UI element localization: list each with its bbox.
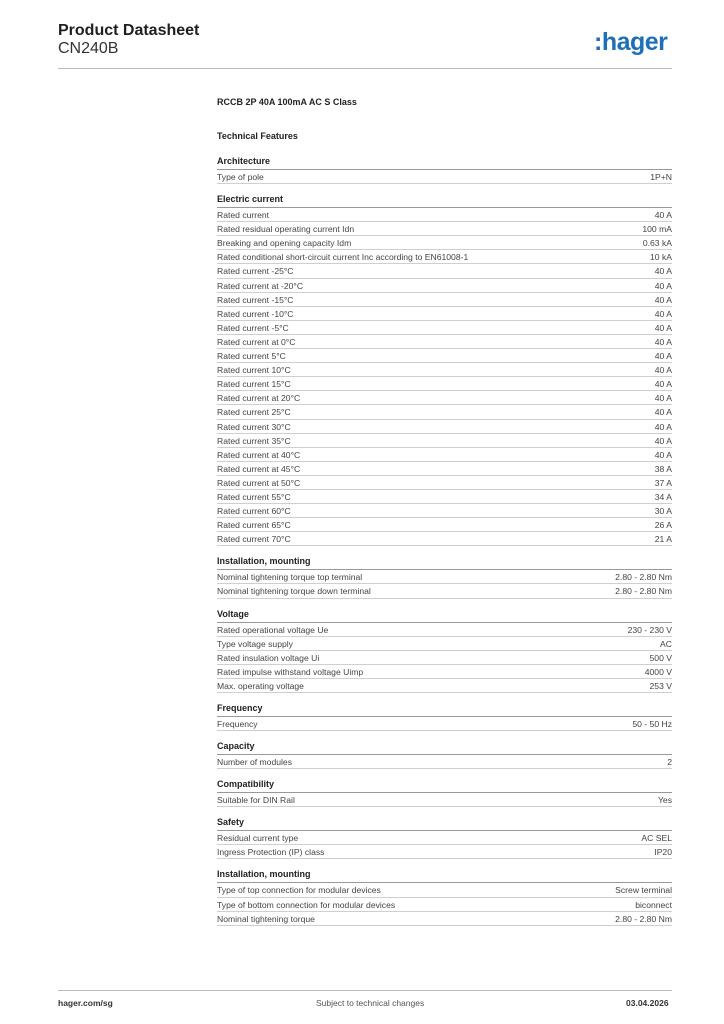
spec-label: Number of modules <box>217 757 292 768</box>
spec-label: Type of pole <box>217 172 264 182</box>
spec-label: Rated current at 40°C <box>217 449 301 460</box>
spec-value: 40 A <box>654 322 672 333</box>
spec-label: Rated conditional short-circuit current Inc according to EN61008-1 <box>217 252 469 263</box>
spec-row <box>217 434 672 448</box>
spec-value: 40 A <box>654 393 672 404</box>
spec-section <box>217 609 672 693</box>
spec-label: Rated insulation voltage Ui <box>217 652 320 663</box>
spec-row <box>217 222 672 236</box>
spec-section <box>217 556 672 598</box>
spec-row <box>217 679 672 693</box>
spec-row <box>217 293 672 307</box>
spec-section <box>217 779 672 807</box>
spec-label: Type of top connection for modular devices <box>217 885 381 896</box>
spec-label: Rated current -25°C <box>217 266 294 277</box>
section-title: Voltage <box>217 609 672 623</box>
spec-label: Rated current 70°C <box>217 534 291 545</box>
spec-value: 40 A <box>654 407 672 418</box>
spec-row <box>217 462 672 476</box>
spec-section <box>217 869 672 925</box>
spec-value: 1P+N <box>650 172 672 182</box>
spec-label: Rated current -15°C <box>217 294 294 305</box>
spec-label: Frequency <box>217 719 258 729</box>
section-title: Architecture <box>217 156 672 170</box>
spec-label: Rated current 35°C <box>217 435 291 446</box>
spec-value: 40 A <box>654 280 672 291</box>
spec-row <box>217 307 672 321</box>
spec-value: 40 A <box>654 351 672 362</box>
spec-label: Rated current 30°C <box>217 421 291 432</box>
spec-row <box>217 208 672 222</box>
spec-value: 40 A <box>654 308 672 319</box>
spec-value: 38 A <box>654 463 672 474</box>
spec-row <box>217 170 672 184</box>
spec-row <box>217 504 672 518</box>
document-title: Product Datasheet <box>58 22 200 39</box>
spec-label: Nominal tightening torque <box>217 913 315 924</box>
spec-value: 100 mA <box>642 224 672 235</box>
spec-value: 230 - 230 V <box>627 624 672 635</box>
spec-row <box>217 321 672 335</box>
spec-value: 21 A <box>654 534 672 545</box>
section-title: Capacity <box>217 741 672 755</box>
spec-value: 2.80 - 2.80 Nm <box>615 572 672 583</box>
spec-row <box>217 623 672 637</box>
spec-row <box>217 335 672 349</box>
spec-row <box>217 264 672 278</box>
spec-row <box>217 279 672 293</box>
spec-value: Screw terminal <box>615 885 672 896</box>
section-title: Safety <box>217 817 672 831</box>
section-title: Installation, mounting <box>217 869 672 883</box>
spec-label: Type of bottom connection for modular devices <box>217 899 396 910</box>
spec-value: 34 A <box>654 491 672 502</box>
spec-value: biconnect <box>635 899 672 910</box>
spec-value: 40 A <box>654 336 672 347</box>
spec-row <box>217 250 672 264</box>
section-title: Electric current <box>217 194 672 208</box>
header-divider <box>58 68 672 69</box>
spec-row <box>217 532 672 546</box>
spec-value: 30 A <box>654 506 672 517</box>
spec-value: 50 - 50 Hz <box>632 719 672 729</box>
spec-row <box>217 651 672 665</box>
spec-value: AC SEL <box>641 833 672 844</box>
footer-notice: Subject to technical changes <box>316 998 425 1008</box>
spec-row <box>217 898 672 912</box>
spec-label: Rated residual operating current Idn <box>217 224 355 235</box>
spec-row <box>217 448 672 462</box>
spec-label: Rated impulse withstand voltage Uimp <box>217 666 364 677</box>
footer-website-link[interactable]: hager.com/sg <box>58 998 113 1008</box>
features-title: Technical Features <box>217 131 298 141</box>
spec-value: 2.80 - 2.80 Nm <box>615 913 672 924</box>
spec-row <box>217 755 672 769</box>
spec-row <box>217 405 672 419</box>
spec-value: 37 A <box>654 477 672 488</box>
spec-label: Rated current -5°C <box>217 322 289 333</box>
spec-value: 500 V <box>649 652 672 663</box>
spec-row <box>217 637 672 651</box>
spec-value: 40 A <box>654 379 672 390</box>
spec-value: AC <box>660 638 672 649</box>
spec-value: 2.80 - 2.80 Nm <box>615 586 672 597</box>
spec-label: Rated current at -20°C <box>217 280 304 291</box>
spec-value: IP20 <box>654 847 672 858</box>
spec-label: Nominal tightening torque top terminal <box>217 572 363 583</box>
spec-value: 0.63 kA <box>642 238 672 249</box>
feature-sections <box>217 156 672 926</box>
spec-label: Max. operating voltage <box>217 680 304 691</box>
spec-label: Rated current 5°C <box>217 351 286 362</box>
spec-row <box>217 883 672 897</box>
spec-row <box>217 476 672 490</box>
spec-row <box>217 518 672 532</box>
section-title: Installation, mounting <box>217 556 672 570</box>
spec-label: Rated current -10°C <box>217 308 294 319</box>
spec-section <box>217 703 672 731</box>
spec-label: Rated current <box>217 210 270 221</box>
section-title: Compatibility <box>217 779 672 793</box>
footer-date: 03.04.2026 <box>626 998 669 1008</box>
spec-label: Rated current 55°C <box>217 491 291 502</box>
spec-label: Ingress Protection (IP) class <box>217 847 325 858</box>
spec-label: Suitable for DIN Rail <box>217 795 295 806</box>
spec-label: Rated current 60°C <box>217 506 291 517</box>
spec-row <box>217 793 672 807</box>
spec-value: 40 A <box>654 421 672 432</box>
spec-row <box>217 236 672 250</box>
spec-section <box>217 741 672 769</box>
spec-value: 2 <box>667 757 672 768</box>
spec-row <box>217 912 672 926</box>
spec-row <box>217 420 672 434</box>
spec-section <box>217 194 672 546</box>
spec-row <box>217 363 672 377</box>
datasheet-content <box>217 96 672 936</box>
spec-label: Breaking and opening capacity Idm <box>217 238 352 249</box>
spec-value: 26 A <box>654 520 672 531</box>
section-title: Frequency <box>217 703 672 717</box>
spec-row <box>217 717 672 731</box>
spec-label: Rated current at 0°C <box>217 336 296 347</box>
spec-row <box>217 377 672 391</box>
spec-value: 253 V <box>649 680 672 691</box>
spec-value: 10 kA <box>650 252 672 263</box>
spec-section <box>217 156 672 184</box>
spec-row <box>217 584 672 598</box>
spec-label: Rated current 25°C <box>217 407 291 418</box>
spec-value: 4000 V <box>644 666 672 677</box>
spec-row <box>217 831 672 845</box>
footer-divider <box>58 990 672 991</box>
spec-label: Nominal tightening torque down terminal <box>217 586 371 597</box>
spec-label: Rated operational voltage Ue <box>217 624 329 635</box>
spec-label: Rated current at 45°C <box>217 463 301 474</box>
spec-row <box>217 391 672 405</box>
hager-logo: :hager <box>594 28 668 56</box>
product-name: RCCB 2P 40A 100mA AC S Class <box>217 97 357 107</box>
spec-label: Rated current at 20°C <box>217 393 301 404</box>
spec-row <box>217 570 672 584</box>
spec-value: 40 A <box>654 435 672 446</box>
spec-row <box>217 665 672 679</box>
document-header <box>58 22 199 58</box>
spec-row <box>217 490 672 504</box>
spec-section <box>217 817 672 859</box>
spec-value: 40 A <box>654 294 672 305</box>
spec-label: Residual current type <box>217 833 299 844</box>
product-code: CN240B <box>58 40 119 57</box>
spec-value: Yes <box>657 795 672 806</box>
spec-label: Rated current at 50°C <box>217 477 301 488</box>
spec-row <box>217 845 672 859</box>
spec-value: 40 A <box>654 449 672 460</box>
spec-value: 40 A <box>654 210 672 221</box>
spec-value: 40 A <box>654 365 672 376</box>
spec-label: Rated current 65°C <box>217 520 291 531</box>
spec-value: 40 A <box>654 266 672 277</box>
spec-row <box>217 349 672 363</box>
spec-label: Rated current 10°C <box>217 365 291 376</box>
spec-label: Rated current 15°C <box>217 379 291 390</box>
spec-label: Type voltage supply <box>217 638 293 649</box>
